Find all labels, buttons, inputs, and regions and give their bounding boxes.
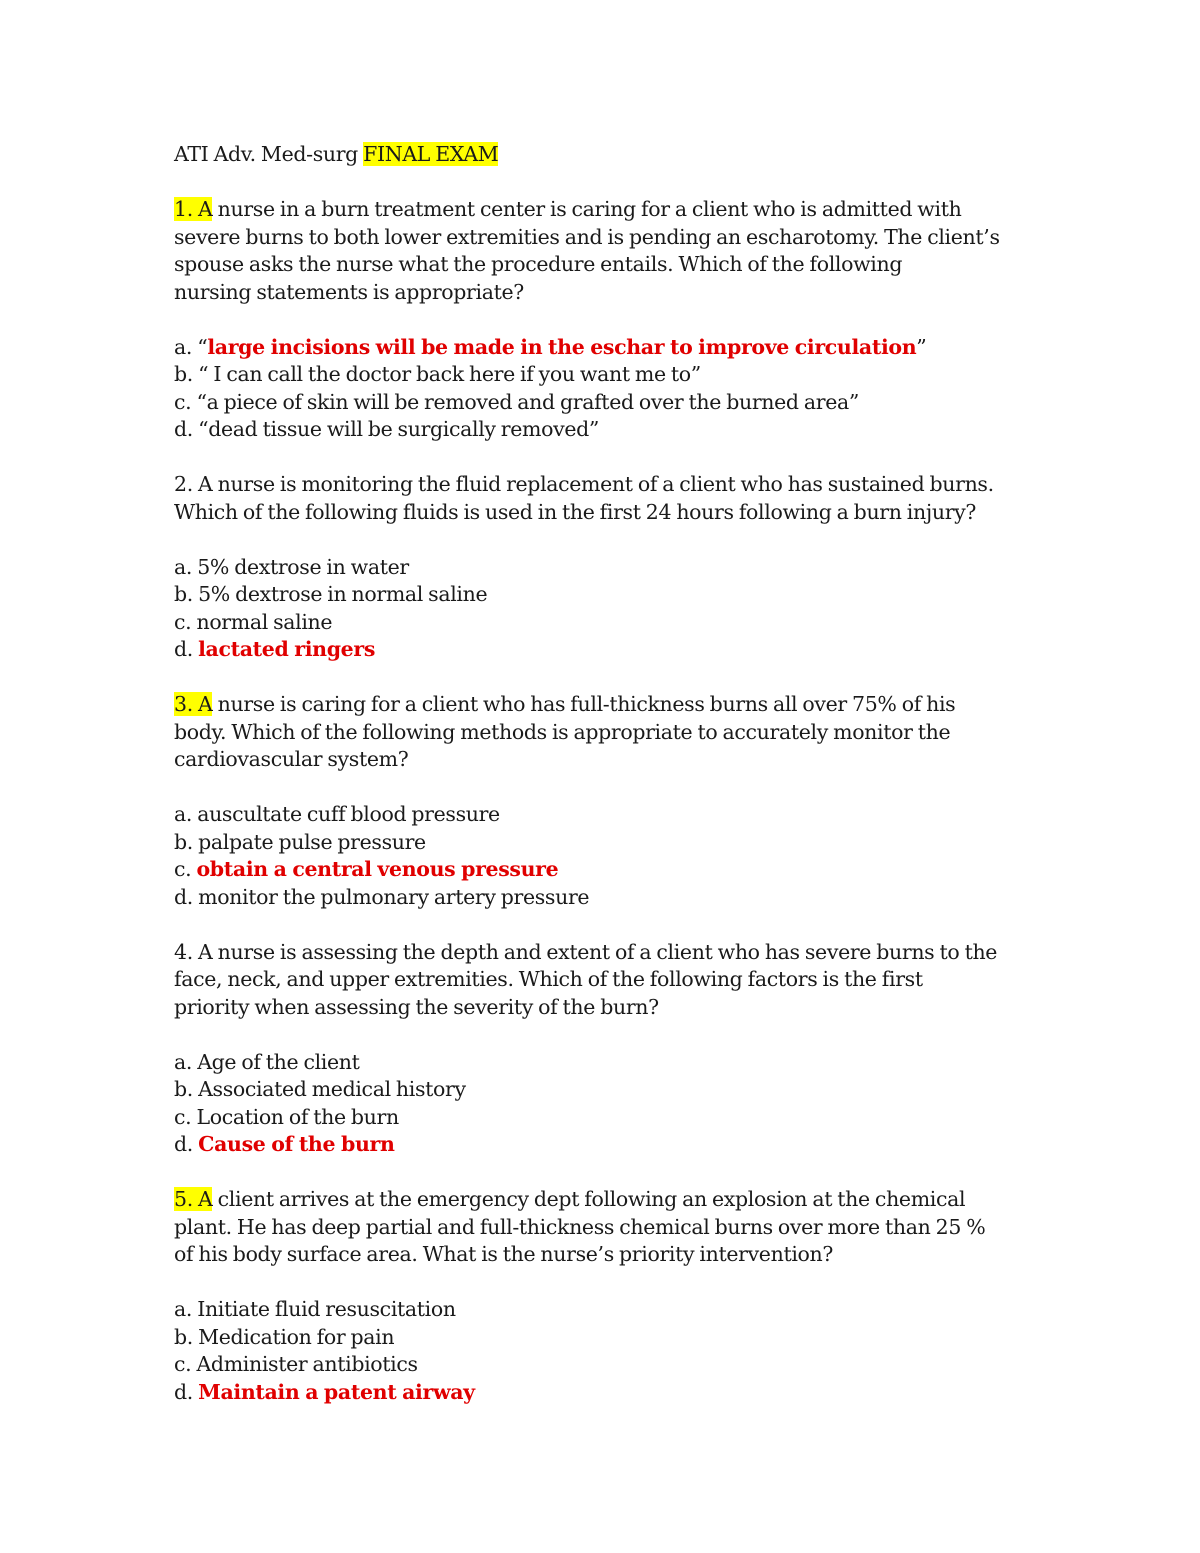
question-5 [174,1186,1054,1406]
question-number-highlight: 1. A [174,197,213,221]
question-1-option-a: a. “large incisions will be made in the eschar to improve circulation” [174,334,927,359]
question-2-stem-line: 2. A nurse is monitoring the fluid replacement of a client who has sustained burns. [174,472,994,496]
correct-answer: lactated ringers [198,637,376,661]
question-2-stem-line: Which of the following fluids is used in the first 24 hours following a burn injury? [174,499,977,524]
question-4-option-b: b. Associated medical history [174,1077,466,1101]
question-2-option-c: c. normal saline [174,609,333,634]
correct-answer: large incisions will be made in the eschar to improve circulation [207,334,917,359]
question-5-option-d: d. Maintain a patent airway [174,1379,475,1404]
question-1-option-d: d. “dead tissue will be surgically removed” [174,417,600,441]
question-1-stem-line: spouse asks the nurse what the procedure entails. Which of the following [174,252,903,276]
correct-answer: Maintain a patent airway [198,1379,475,1404]
question-3-option-d: d. monitor the pulmonary artery pressure [174,884,590,909]
question-4-option-c: c. Location of the burn [174,1104,399,1129]
question-1-option-c: c. “a piece of skin will be removed and grafted over the burned area” [174,389,859,414]
question-3 [174,691,1054,911]
question-3-option-a: a. auscultate cuff blood pressure [174,802,500,826]
question-5-option-b: b. Medication for pain [174,1324,395,1349]
question-1-stem-line: 1. A nurse in a burn treatment center is caring for a client who is admitted with [174,197,962,221]
question-5-stem-line: of his body surface area. What is the nurse’s priority intervention? [174,1242,834,1266]
document-title: ATI Adv. Med-surg FINAL EXAM [174,142,499,166]
question-2 [174,471,1054,664]
question-4-stem-line: 4. A nurse is assessing the depth and extent of a client who has severe burns to the [174,939,998,964]
question-number-highlight: 5. A [174,1187,213,1211]
title-highlight: FINAL EXAM [363,142,499,166]
question-2-option-a: a. 5% dextrose in water [174,554,409,579]
question-1-stem-line: nursing statements is appropriate? [174,279,524,304]
question-1-stem-line: severe burns to both lower extremities and is pending an escharotomy. The client’s [174,224,1000,249]
question-3-option-b: b. palpate pulse pressure [174,829,426,854]
question-5-option-c: c. Administer antibiotics [174,1352,418,1376]
correct-answer: Cause of the burn [198,1132,395,1156]
question-2-option-b: b. 5% dextrose in normal saline [174,582,488,606]
question-3-option-c: c. obtain a central venous pressure [174,857,559,881]
question-3-stem-line: 3. A nurse is caring for a client who has full-thickness burns all over 75% of his [174,692,956,716]
question-4-option-a: a. Age of the client [174,1049,360,1074]
question-3-stem-line: cardiovascular system? [174,747,409,771]
question-5-option-a: a. Initiate fluid resuscitation [174,1297,456,1321]
correct-answer: obtain a central venous pressure [196,857,559,881]
question-1 [174,196,1054,444]
question-4-stem-line: priority when assessing the severity of the burn? [174,994,659,1019]
question-2-option-d: d. lactated ringers [174,637,376,661]
question-4-option-d: d. Cause of the burn [174,1132,395,1156]
question-number-highlight: 3. A [174,692,213,716]
question-4 [174,939,1054,1159]
question-5-stem-line: plant. He has deep partial and full-thickness chemical burns over more than 25 % [174,1214,986,1239]
question-5-stem-line: 5. A client arrives at the emergency dept following an explosion at the chemical [174,1187,966,1211]
question-3-stem-line: body. Which of the following methods is appropriate to accurately monitor the [174,719,951,744]
question-4-stem-line: face, neck, and upper extremities. Which of the following factors is the first [174,967,923,991]
question-1-option-b: b. “ I can call the doctor back here if you want me to” [174,362,701,386]
document-page [174,141,1054,1406]
